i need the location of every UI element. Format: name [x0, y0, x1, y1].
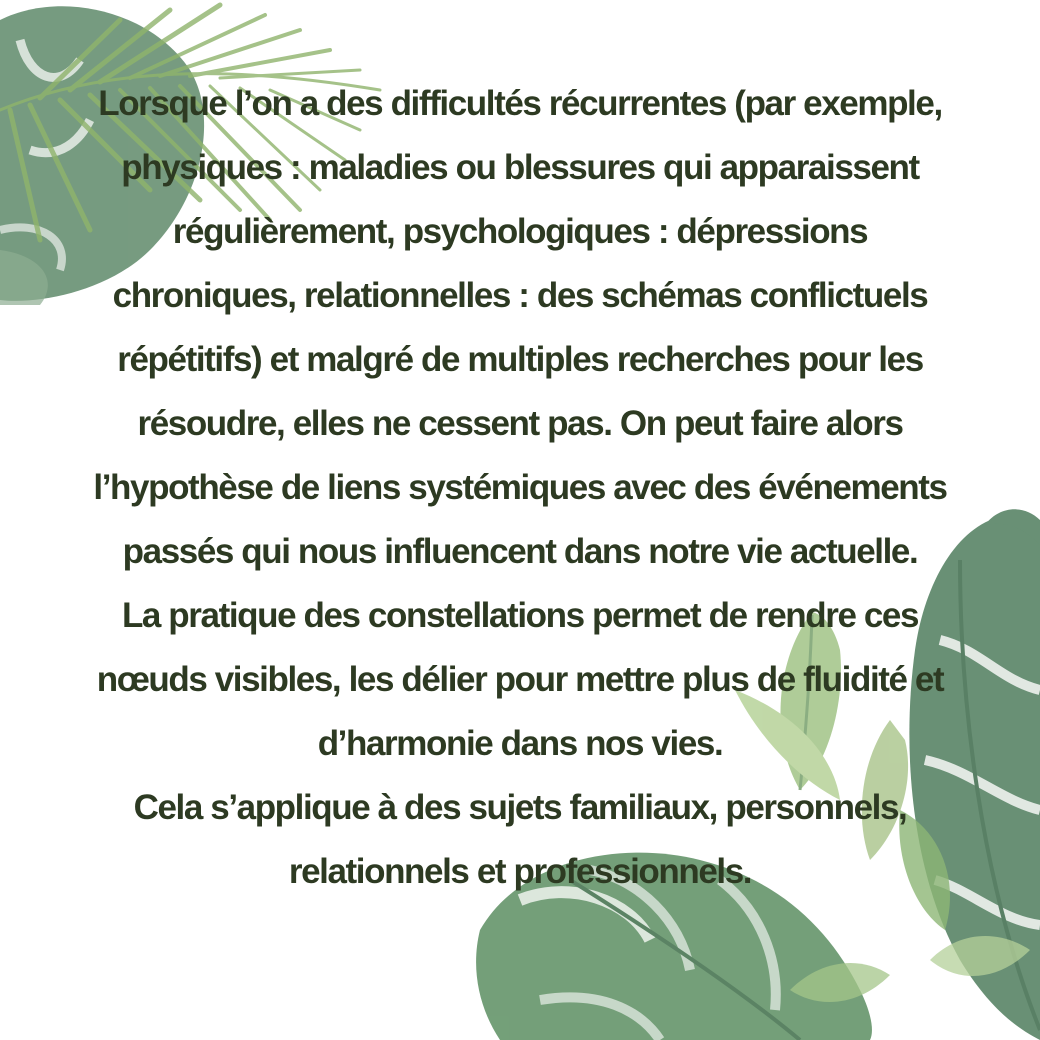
intro-paragraph: Lorsque l’on a des difficultés récurrentes (par exemple, physiques : maladies ou blessures qui apparaissent régulièrement, psychologiques : dépressions chroniques, relationnelles : des schémas conflictuels répétitifs) et malgré de multiples recherches pour les résoudre, elles ne cessent pas. On peut faire alors l’hypothèse de liens systémiques avec des événements passés qui nous influencent dans notre vie actuelle. [93, 84, 947, 571]
body-text [90, 72, 950, 904]
constellations-paragraph: La pratique des constellations permet de rendre ces nœuds visibles, les délier pour mettre plus de fluidité et d’harmonie dans nos vies. [96, 596, 944, 763]
applications-paragraph: Cela s’applique à des sujets familiaux, personnels, relationnels et professionnels. [133, 788, 907, 891]
